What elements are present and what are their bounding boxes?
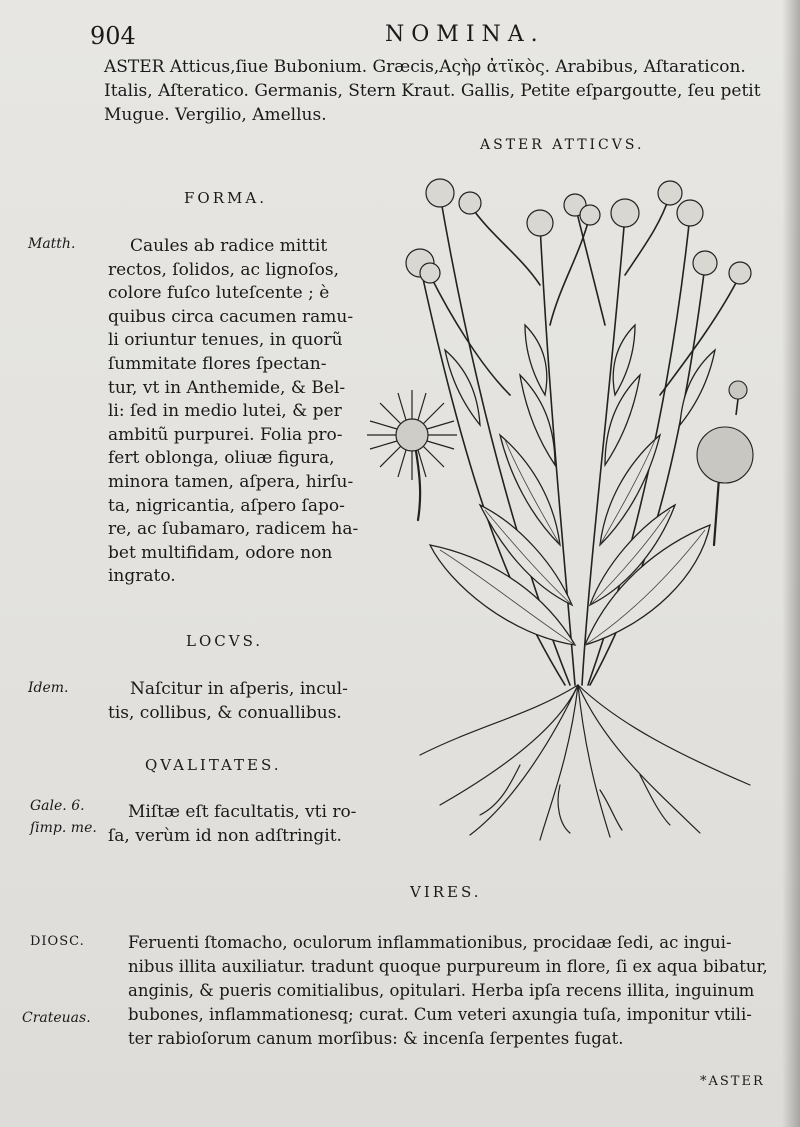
text-line: Feruenti ſtomacho, oculorum inflammationibus, procidaæ ſedi, ac ingui- <box>128 933 732 952</box>
text-line: li oriuntur tenues, in quorũ <box>108 330 343 351</box>
text-line: minora tamen, aſpera, hirſu- <box>108 471 354 492</box>
intro-paragraph <box>104 55 761 127</box>
text-line: li: ſed in medio lutei, & per <box>108 401 342 422</box>
text-line: nibus illita auxiliatur. tradunt quoque purpureum in flore, ſi ex aqua bibatur, <box>128 957 768 976</box>
text-line: quibus circa cacumen ramu- <box>108 306 354 327</box>
heading-vires: VIRES. <box>410 883 482 901</box>
figure-caption: ASTER ATTICVS. <box>480 137 645 153</box>
text-line: ſa, verùm id non adſtringit. <box>108 825 342 846</box>
text-line: bet multifidam, odore non <box>108 542 333 563</box>
text-line: ta, nigricantia, aſpero ſapo- <box>108 495 345 516</box>
text-line: ter rabioſorum canum morſibus: & incenſa ſerpentes fugat. <box>128 1029 624 1048</box>
text-line: Naſcitur in aſperis, incul- <box>130 679 348 699</box>
text-line: rectos, ſolidos, ac lignoſos, <box>108 259 340 280</box>
text-line: tis, collibus, & conuallibus. <box>108 702 342 723</box>
heading-locus: LOCVS. <box>186 632 264 650</box>
heading-qualitates: QVALITATES. <box>145 756 282 774</box>
text-line: ambitũ purpurei. Folia pro- <box>108 424 343 445</box>
text-line: Caules ab radice mittit <box>130 236 328 256</box>
page-number: 904 <box>90 22 136 50</box>
intro-line: Mugue. Vergilio, Amellus. <box>104 105 327 125</box>
margin-note-line: Gale. 6. <box>30 798 85 814</box>
catchword: *ASTER <box>700 1074 765 1089</box>
text-line: re, ac ſubamaro, radicem ha- <box>108 519 359 540</box>
qualitates-text <box>108 801 356 848</box>
running-head: NOMINA. <box>385 22 545 47</box>
text-line: ingrato. <box>108 566 176 587</box>
forma-text <box>108 235 358 589</box>
text-line: anginis, & pueris comitialibus, opitulari. Herba ipſa recens illita, inguinum <box>128 981 755 1000</box>
margin-note-crateuas: Crateuas. <box>22 1010 91 1026</box>
text-line: colore fuſco luteſcente ; è <box>108 283 330 304</box>
text-line: tur, vt in Anthemide, & Bel- <box>108 377 346 398</box>
margin-note-matth: Matth. <box>28 236 76 252</box>
margin-note-diosc: DIOSC. <box>30 934 85 949</box>
aster-atticus-woodcut-icon <box>360 165 780 855</box>
text-line: ſummitate flores ſpectan- <box>108 353 327 374</box>
intro-line: Italis, Aſteratico. Germanis, Stern Kraut. Gallis, Petite eſpargoutte, ſeu petit <box>104 81 761 101</box>
vires-text <box>128 931 768 1051</box>
margin-note-idem: Idem. <box>28 680 69 696</box>
locus-text <box>108 678 348 725</box>
text-line: Miſtæ eſt facultatis, vti ro- <box>128 802 357 822</box>
heading-forma: FORMA. <box>184 189 267 207</box>
intro-line: ASTER Atticus,ſiue Bubonium. Græcis,Αςὴρ ἀτϊκὸς. Arabibus, Aſtaraticon. <box>104 57 746 77</box>
text-line: bubones, inflammationesq; curat. Cum veteri axungia tuſa, imponitur vtili- <box>128 1005 752 1024</box>
text-line: fert oblonga, oliuæ figura, <box>108 448 335 469</box>
margin-note-line: ſimp. me. <box>30 820 97 836</box>
margin-note-galen <box>30 795 97 839</box>
